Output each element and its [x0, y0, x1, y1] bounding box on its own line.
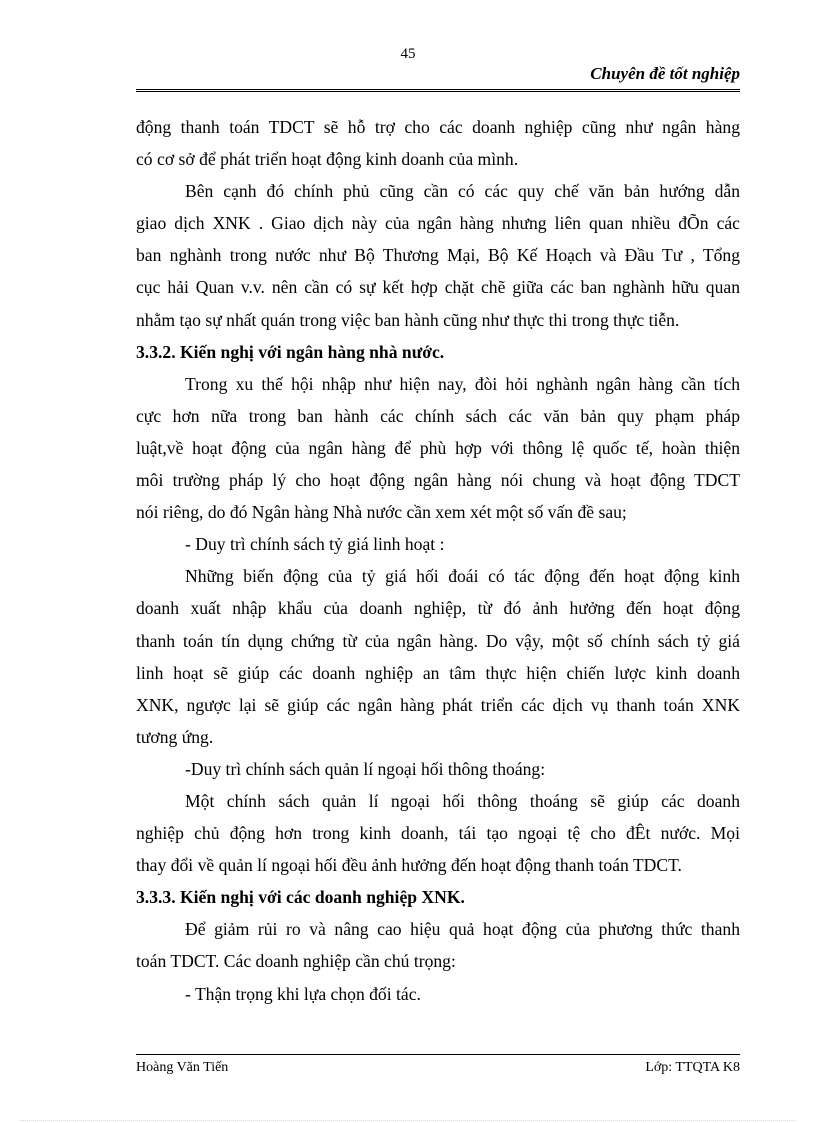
header-divider — [136, 89, 740, 92]
paragraph-line: thay đổi về quản lí ngoại hối đều ảnh hưởng đến hoạt động thanh toán TDCT. — [136, 855, 682, 876]
bullet-item: - Thận trọng khi lựa chọn đối tác. — [185, 983, 421, 1004]
paragraph-line: Những biến động của tỷ giá hối đoái có tác động đến hoạt động kinh — [185, 566, 740, 587]
bullet-item: - Duy trì chính sách tỷ giá linh hoạt : — [185, 534, 445, 555]
paragraph-line: Bên cạnh đó chính phủ cũng cần có các quy chế văn bản hướng dẫn — [185, 181, 740, 202]
paragraph-line: tương ứng. — [136, 726, 214, 747]
paragraph-line: ban nghành trong nước như Bộ Thương Mại, Bộ Kế Hoạch và Đầu Tư , Tổng — [136, 245, 740, 266]
section-heading: 3.3.3. Kiến nghị với các doanh nghiệp XNK. — [136, 887, 465, 908]
footer-author: Hoàng Văn Tiến — [136, 1060, 229, 1075]
paragraph-line: Một chính sách quản lí ngoại hối thông thoáng sẽ giúp các doanh — [185, 790, 740, 811]
header-title: Chuyên đề tốt nghiệp — [590, 64, 740, 83]
paragraph-line: có cơ sở để phát triển hoạt động kinh doanh của mình. — [136, 149, 519, 170]
body-text — [136, 111, 740, 1010]
page-edge — [20, 1120, 796, 1121]
paragraph-line: thanh toán tín dụng chứng từ của ngân hàng. Do vậy, một số chính sách tỷ giá — [136, 630, 740, 651]
paragraph-line: nhằm tạo sự nhất quán trong việc ban hành cũng như thực thi trong thực tiễn. — [136, 309, 680, 330]
footer-class: Lớp: TTQTA K8 — [645, 1060, 740, 1075]
paragraph-line: luật,về hoạt động của ngân hàng để phù hợp với thông lệ quốc tế, hoàn thiện — [136, 437, 740, 458]
bullet-item: -Duy trì chính sách quản lí ngoại hối thông thoáng: — [185, 758, 546, 779]
paragraph-line: toán TDCT. Các doanh nghiệp cần chú trọng: — [136, 951, 456, 972]
paragraph-line: nói riêng, do đó Ngân hàng Nhà nước cần xem xét một số vấn đề sau; — [136, 502, 627, 523]
paragraph-line: cực hơn nữa trong ban hành các chính sách các văn bản quy phạm pháp — [136, 405, 740, 426]
paragraph-line: môi trường pháp lý cho hoạt động ngân hàng nói chung và hoạt động TDCT — [136, 470, 740, 491]
page-number: 45 — [400, 46, 416, 62]
section-heading: 3.3.2. Kiến nghị với ngân hàng nhà nước. — [136, 341, 445, 362]
paragraph-line: cục hải Quan v.v. nên cần có sự kết hợp chặt chẽ giữa các ban nghành hữu quan — [136, 277, 740, 298]
paragraph-line: linh hoạt sẽ giúp các doanh nghiệp an tâm thực hiện chiến lược kinh doanh — [136, 662, 740, 683]
footer-divider — [136, 1054, 740, 1055]
paragraph-line: doanh xuất nhập khẩu của doanh nghiệp, từ đó ảnh hưởng đến hoạt động — [136, 598, 740, 619]
paragraph-line: Trong xu thế hội nhập như hiện nay, đòi hỏi nghành ngân hàng cần tích — [185, 373, 740, 394]
paragraph-line: Để giảm rủi ro và nâng cao hiệu quả hoạt động của phương thức thanh — [185, 919, 740, 940]
paragraph-line: giao dịch XNK . Giao dịch này của ngân hàng nhưng liên quan nhiều đÕn các — [136, 213, 740, 234]
paragraph-line: động thanh toán TDCT sẽ hỗ trợ cho các doanh nghiệp cũng như ngân hàng — [136, 117, 740, 137]
paragraph-line: XNK, ngược lại sẽ giúp các ngân hàng phát triển các dịch vụ thanh toán XNK — [136, 694, 740, 715]
paragraph-line: nghiệp chủ động hơn trong kinh doanh, tái tạo ngoại tệ cho đÊt nước. Mọi — [136, 823, 740, 844]
